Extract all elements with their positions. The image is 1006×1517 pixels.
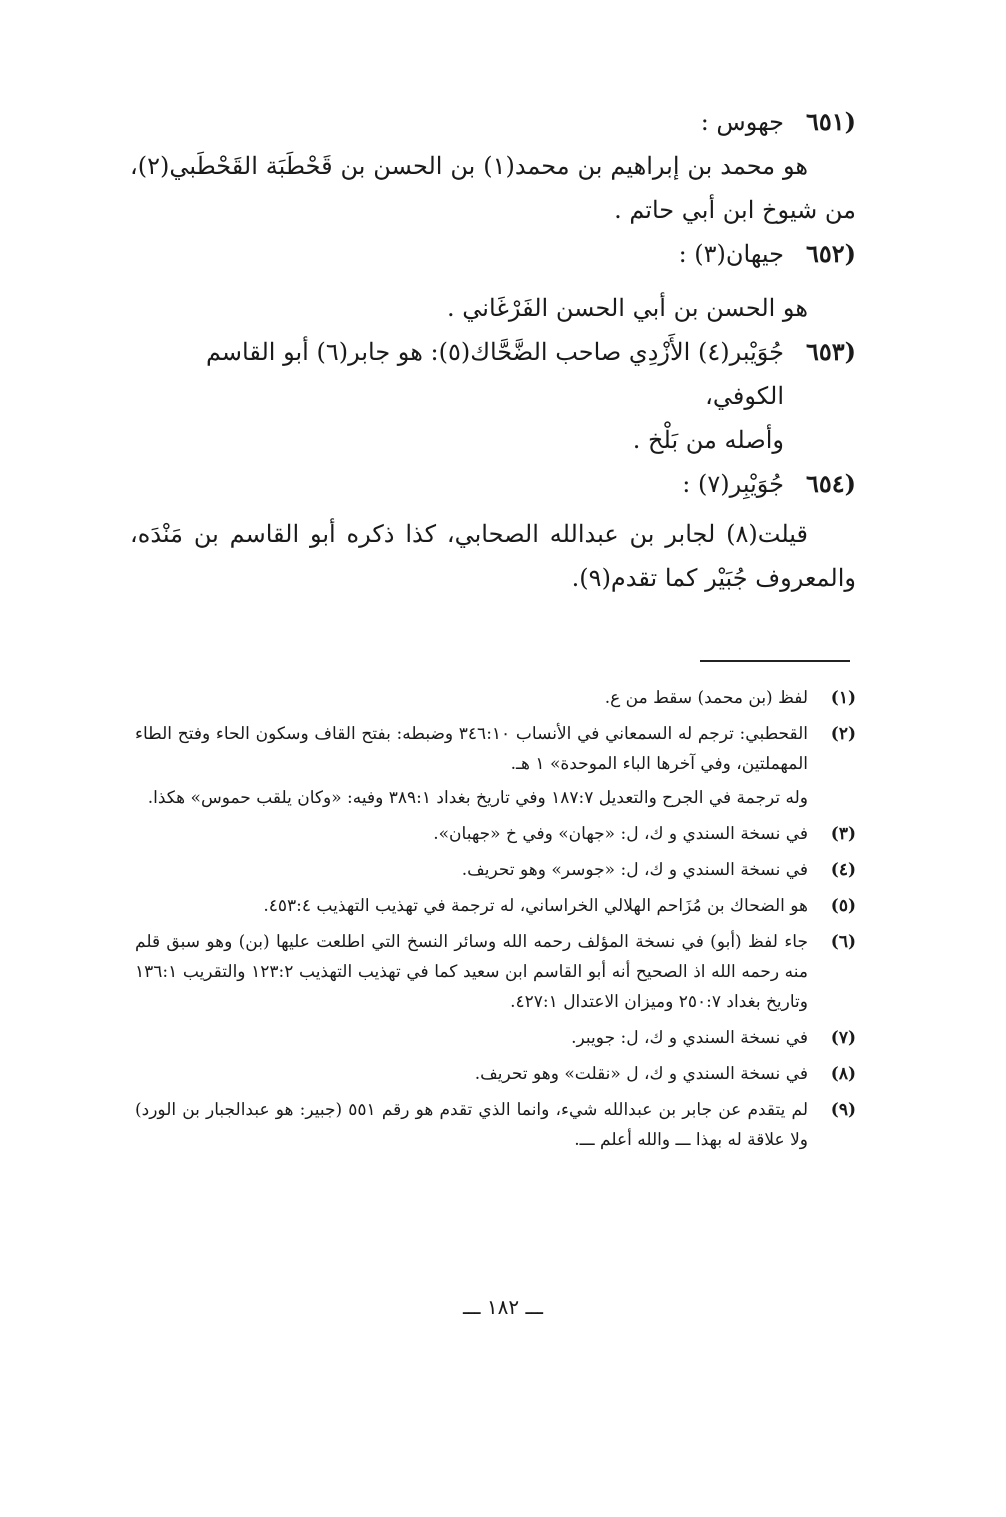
footnote-text: هو الضحاك بن مُزَاحم الهلالي الخراساني، له ترجمة في تهذيب التهذيب ٤٥٣:٤. [263,896,808,916]
entry-654 [130,462,856,600]
footnote-7 [135,1023,856,1053]
footnote-text: جاء لفظ (أبو) في نسخة المؤلف رحمه الله وسائر النسخ التي اطلعت عليها (بن) وهو سبق قلم منه رحمه الله اذ الصحيح أنه أبو القاسم ابن سعيد كما في تهذيب التهذيب ١٢٣:٢ والتقريب ١٣٦:١ وتاريخ بغداد ٢٥٠:٧ وميزان الاعتدال ٤٢٧:١. [135,932,808,1012]
footnote-number: (١) [830,688,856,708]
footnote-6 [135,927,856,1017]
page-number: ـــ ١٨٢ ـــ [462,1295,544,1319]
entry-number: (٦٥١ [805,107,856,136]
entry-head [130,100,856,144]
entry-continuation: وأصله من بَلْخ . [632,426,784,454]
entry-number: (٦٥٣ [805,337,856,366]
footnote-text: القحطبي: ترجم له السمعاني في الأنساب ٣٤٦:١٠ وضبطه: بفتح القاف وسكون الحاء وفتح الطاء المهملتين، وفي آخرها الباء الموحدة» ١ هـ. [135,724,809,774]
footnote-number: (٦) [830,932,856,952]
footnote-number: (٩) [830,1100,856,1120]
footnote-text: في نسخة السندي و ك، ل: «جوسر» وهو تحريف. [461,860,808,880]
footnote-text: وله ترجمة في الجرح والتعديل ١٨٧:٧ وفي تاريخ بغداد ٣٨٩:١ وفيه: «وكان يلقب حموس» هكذا. [147,788,808,808]
footnote-4 [135,855,856,885]
footnote-number: (٣) [830,824,856,844]
entry-head [130,330,856,418]
entry-paragraph: هو محمد بن إبراهيم بن محمد(١) بن الحسن بن قَحْطَبَة القَحْطَبي(٢)، من شيوخ ابن أبي حاتم . [130,152,856,224]
footnotes-section [135,683,856,1161]
footnote-text: لفظ (بن محمد) سقط من ع. [604,688,808,708]
entry-number: (٦٥٢ [805,239,856,268]
footnote-8 [135,1059,856,1089]
entry-paragraph: هو الحسن بن أبي الحسن الفَرْغَاني . [447,294,808,322]
footnote-number: (٨) [830,1064,856,1084]
footnote-number: (٧) [830,1028,856,1048]
entry-title: جهوس : [700,108,784,136]
footnote-3 [135,819,856,849]
entry-652 [130,232,856,330]
entry-number: (٦٥٤ [805,469,856,498]
footnote-2 [135,719,856,813]
footnote-text: في نسخة السندي و ك، ل: جويبر. [571,1028,808,1048]
footnote-9 [135,1095,856,1155]
entry-head [130,232,856,276]
footnote-text: في نسخة السندي و ك، ل «نقلت» وهو تحريف. [474,1064,808,1084]
footnote-text: في نسخة السندي و ك، ل: «جهان» وفي خ «جهبان». [433,824,808,844]
entry-title: جُوَيْبر(٤) الأَزْدِي صاحب الضَّحَّاك(٥): هو جابر(٦) أبو القاسم الكوفي، [205,338,784,410]
entry-title: جُوَيْبِر(٧) : [682,470,784,498]
footnote-text: لم يتقدم عن جابر بن عبدالله شيء، وانما الذي تقدم هو رقم ٥٥١ (جبير: هو عبدالجبار بن الورد) ولا علاقة له بهذا ـــ والله أعلم ـــ. [135,1100,808,1150]
footnote-separator [700,660,850,662]
footnote-number: (٤) [830,860,856,880]
footnote-5 [135,891,856,921]
entry-651 [130,100,856,232]
entry-paragraph: قيلت(٨) لجابر بن عبدالله الصحابي، كذا ذكره أبو القاسم بن مَنْدَه، والمعروف جُبَيْر كما تقدم(٩). [130,520,856,592]
entry-title: جيهان(٣) : [678,240,784,268]
footnote-number: (٢) [830,724,856,744]
footnote-number: (٥) [830,896,856,916]
footnote-1 [135,683,856,713]
entries-section [130,100,856,600]
entry-653 [130,330,856,462]
entry-head [130,462,856,506]
